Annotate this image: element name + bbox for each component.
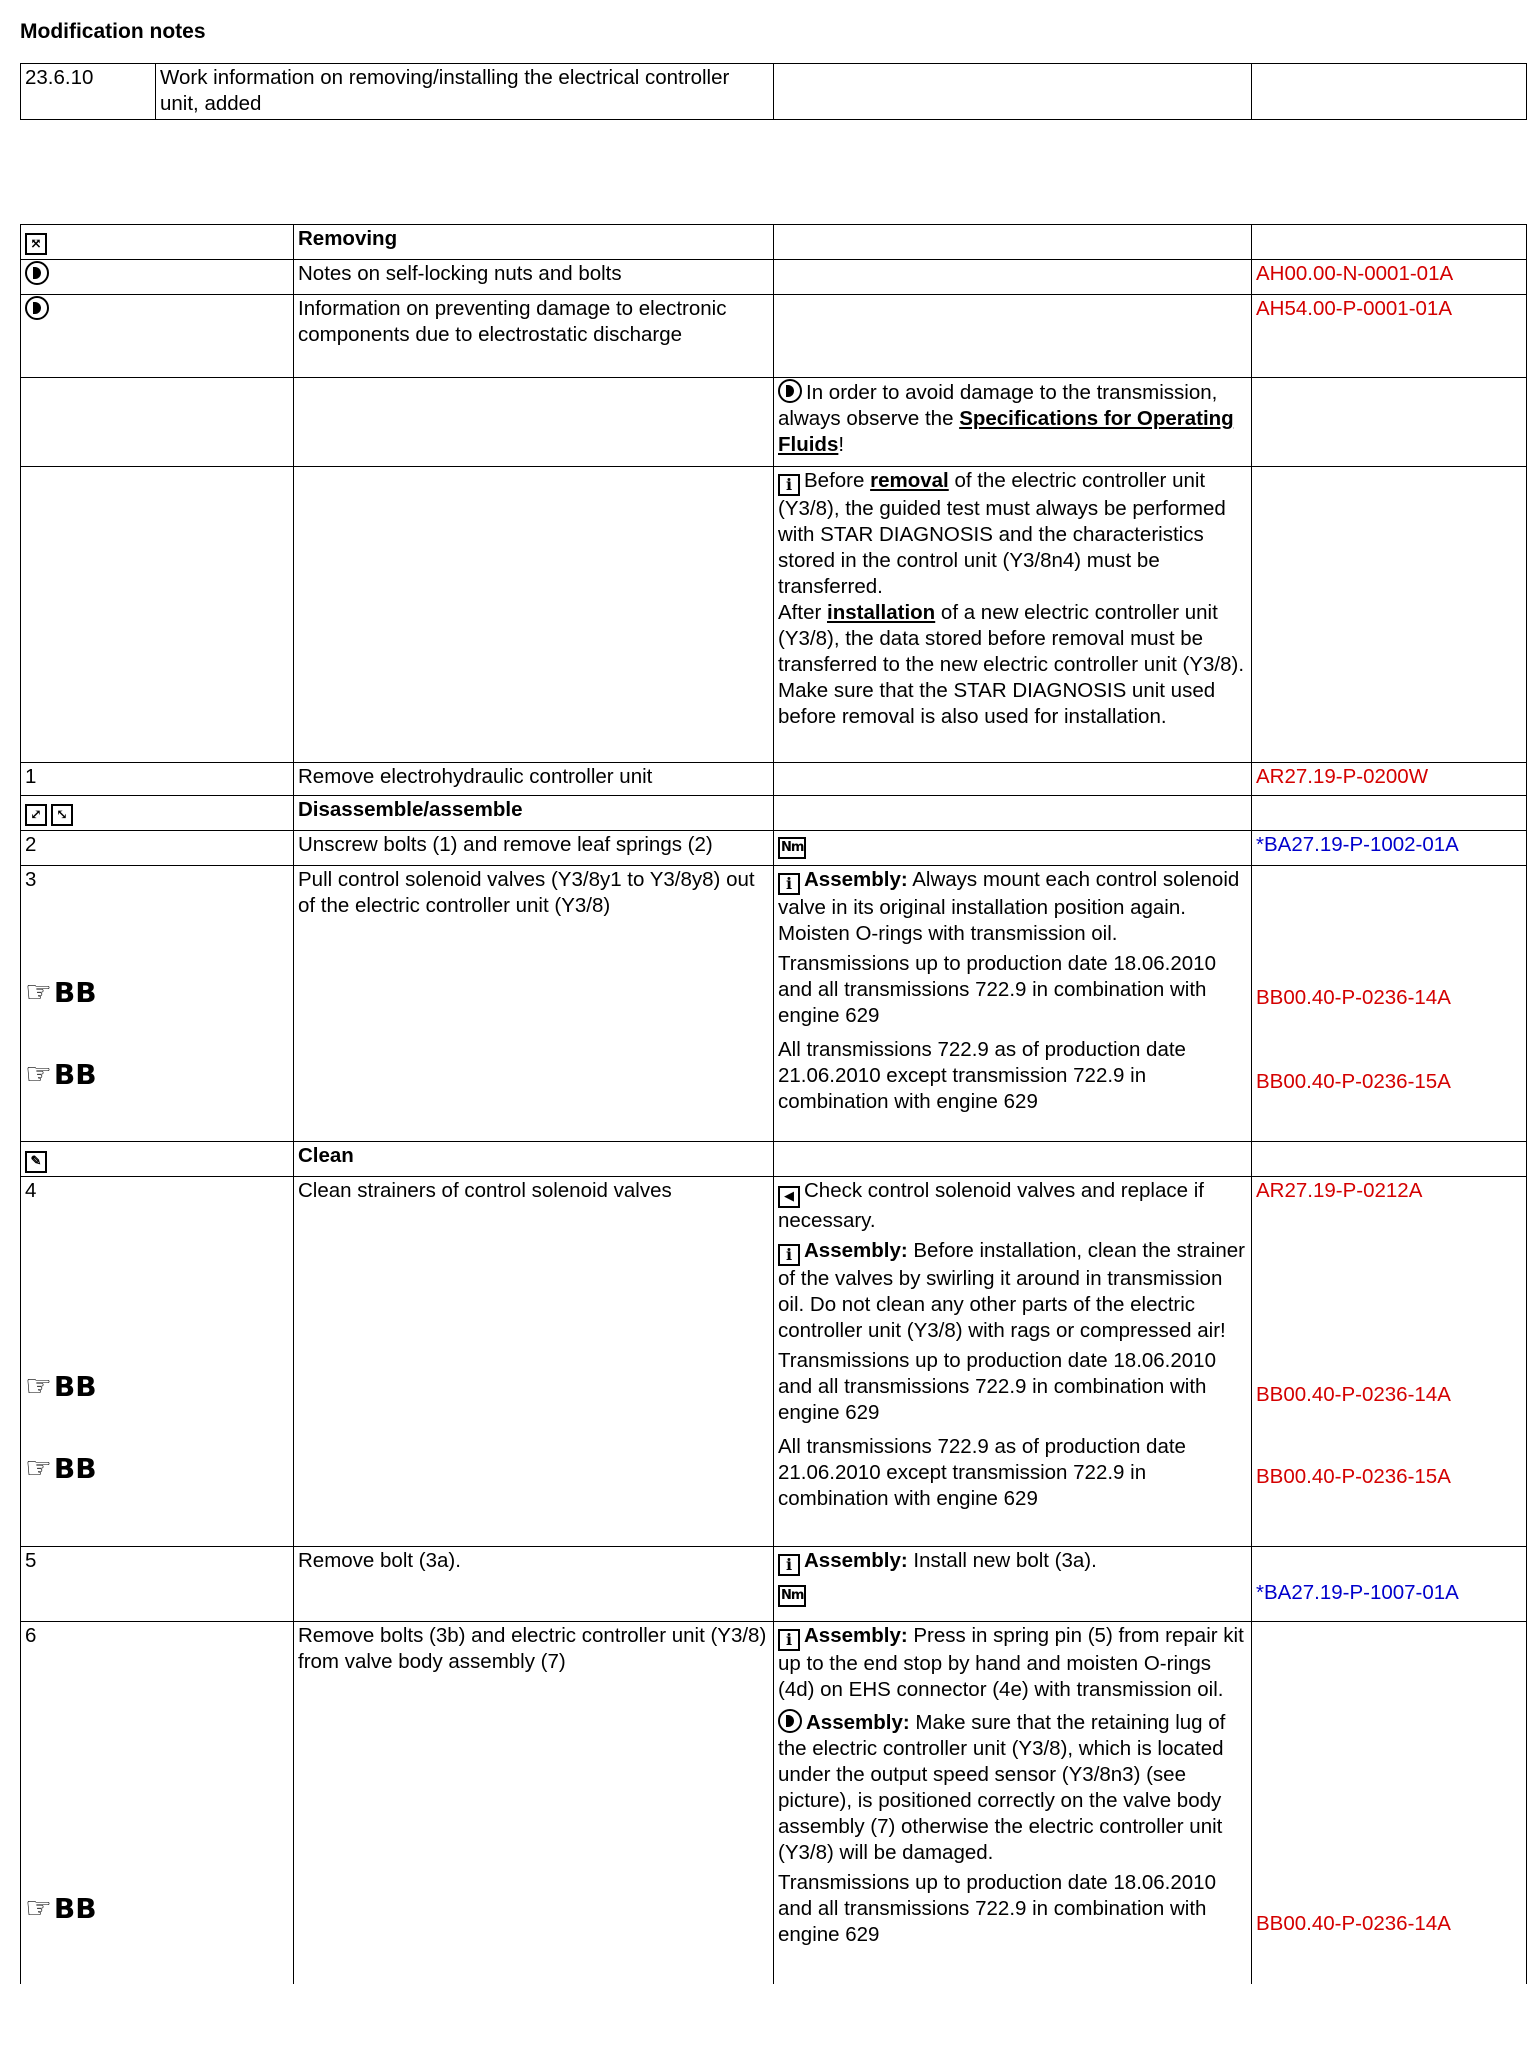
table-row [21, 1142, 1527, 1177]
step-number: 2 [21, 831, 294, 866]
bb-reference: ☞BB [25, 1891, 97, 1926]
disassemble-icon: ⤢ [25, 804, 47, 826]
diagnosis-note: i Before removal of the electric controller unit (Y3/8), the guided test must always be performed with STAR DIAGNOSIS and the characteristics stored in the control unit (Y3/8n4) must be transferred. After installation of a new electric controller unit (Y3/8), the data stored before removal must be transferred to the new electric controller unit (Y3/8). Make sure that the STAR DIAGNOSIS unit used before removal is also used for installation. [774, 467, 1252, 763]
pointing-hand-icon: ☞ [25, 1369, 52, 1404]
assembly-note: i Assembly: Always mount each control solenoid valve in its original installation position again. Moisten O-rings with transmission oil. [778, 868, 1240, 945]
production-note: Transmissions up to production date 18.06.2010 and all transmissions 722.9 in combination with engine 629 [778, 1349, 1216, 1424]
removal-link[interactable]: removal [870, 469, 949, 492]
ref-link[interactable]: AR27.19-P-0212A [1256, 1179, 1423, 1202]
assembly-note: i Assembly: Install new bolt (3a). [778, 1548, 1247, 1576]
table-row [21, 295, 1527, 378]
bb-reference: ☞BB [25, 1057, 97, 1092]
section-disassemble: Disassemble/assemble [294, 796, 774, 831]
info-icon: i [778, 1244, 800, 1266]
modification-text: Work information on removing/installing the electrical controller unit, added [156, 64, 774, 120]
pointing-hand-icon: ☞ [25, 1891, 52, 1926]
ref-link[interactable]: BB00.40-P-0236-15A [1256, 1465, 1451, 1488]
torque-icon: Nm [778, 837, 806, 859]
assembly-note: Assembly: Make sure that the retaining lug of the electric controller unit (Y3/8), which is located under the output speed sensor (Y3/8n3) (see picture), is positioned correctly on the valve body assembly (7) otherwise the electric controller unit (Y3/8) will be damaged. [778, 1711, 1226, 1864]
check-note: ◀ Check control solenoid valves and replace if necessary. [778, 1179, 1204, 1232]
assemble-icon: ⤡ [51, 804, 73, 826]
step-number: 3 [25, 868, 37, 891]
step-text: Pull control solenoid valves (Y3/8y1 to Y3/8y8) out of the electric controller unit (Y3/8) [294, 866, 774, 1142]
table-row [21, 763, 1527, 796]
info-icon: i [778, 1629, 800, 1651]
assembly-note: i Assembly: Before installation, clean the strainer of the valves by swirling it around in transmission oil. Do not clean any other parts of the electric controller unit (Y3/8) with rags or compressed air! [778, 1239, 1245, 1342]
production-note: Transmissions up to production date 18.06.2010 and all transmissions 722.9 in combination with engine 629 [778, 1871, 1216, 1946]
ref-link[interactable]: BB00.40-P-0236-15A [1256, 1070, 1451, 1093]
fluids-note: In order to avoid damage to the transmission, always observe the Specifications for Operating Fluids! [774, 378, 1252, 467]
step-number: 1 [21, 763, 294, 796]
ref-link[interactable]: *BA27.19-P-1007-01A [1256, 1581, 1459, 1604]
table-row [21, 378, 1527, 467]
bb-reference: ☞BB [25, 1369, 97, 1404]
pointing-hand-icon: ☞ [25, 1057, 52, 1092]
caution-icon [778, 1709, 802, 1733]
step-text: Remove electrohydraulic controller unit [294, 763, 774, 796]
esd-text: Information on preventing damage to electronic components due to electrostatic discharge [294, 295, 774, 378]
info-icon: i [778, 474, 800, 496]
table-row [21, 831, 1527, 866]
ref-link[interactable]: BB00.40-P-0236-14A [1256, 1912, 1451, 1935]
table-row [21, 866, 1527, 1142]
work-steps-table [20, 224, 1527, 1984]
step-text: Clean strainers of control solenoid valves [294, 1177, 774, 1547]
notes-icon [25, 296, 49, 320]
installation-link[interactable]: installation [827, 601, 936, 624]
torque-icon: Nm [778, 1585, 806, 1607]
ref-link[interactable]: BB00.40-P-0236-14A [1256, 1383, 1451, 1406]
production-note: All transmissions 722.9 as of production date 21.06.2010 except transmission 722.9 in combination with engine 629 [778, 1435, 1186, 1510]
table-row [21, 1622, 1527, 1984]
table-row [21, 225, 1527, 260]
notes-icon [25, 261, 49, 285]
notes-nuts-text: Notes on self-locking nuts and bolts [294, 260, 774, 295]
step-text: Remove bolts (3b) and electric controller unit (Y3/8) from valve body assembly (7) [294, 1622, 774, 1984]
ref-link[interactable]: AR27.19-P-0200W [1252, 763, 1527, 796]
ref-link[interactable]: AH54.00-P-0001-01A [1252, 295, 1527, 378]
operating-fluids-link[interactable]: Specifications for Operating Fluids [778, 407, 1234, 456]
bb-reference: ☞BB [25, 1451, 97, 1486]
removing-icon: ⤧ [25, 233, 47, 255]
assembly-note: i Assembly: Press in spring pin (5) from repair kit up to the end stop by hand and moisten O-rings (4d) on EHS connector (4e) with transmission oil. [778, 1624, 1244, 1701]
clean-icon: ✎ [25, 1151, 47, 1173]
step-text: Unscrew bolts (1) and remove leaf springs (2) [294, 831, 774, 866]
ref-link[interactable]: BB00.40-P-0236-14A [1256, 986, 1451, 1009]
caution-icon [778, 379, 802, 403]
pointing-hand-icon: ☞ [25, 1451, 52, 1486]
ref-link[interactable]: *BA27.19-P-1002-01A [1252, 831, 1527, 866]
step-number: 5 [21, 1547, 294, 1622]
pointing-hand-icon: ☞ [25, 975, 52, 1010]
info-icon: i [778, 1554, 800, 1576]
info-icon: i [778, 873, 800, 895]
section-removing: Removing [294, 225, 774, 260]
table-row [21, 260, 1527, 295]
table-row [21, 796, 1527, 831]
table-row [21, 1547, 1527, 1622]
step-number: 6 [25, 1624, 37, 1647]
modification-date: 23.6.10 [21, 64, 156, 120]
step-text: Remove bolt (3a). [294, 1547, 774, 1622]
modification-table [20, 63, 1527, 120]
check-icon: ◀ [778, 1186, 800, 1208]
ref-link[interactable]: AH00.00-N-0001-01A [1252, 260, 1527, 295]
production-note: All transmissions 722.9 as of production date 21.06.2010 except transmission 722.9 in combination with engine 629 [778, 1038, 1186, 1113]
table-row [21, 467, 1527, 763]
table-row [21, 64, 1527, 120]
page-title: Modification notes [20, 20, 206, 43]
table-row [21, 1177, 1527, 1547]
step-number: 4 [25, 1179, 37, 1202]
bb-reference: ☞BB [25, 975, 97, 1010]
production-note: Transmissions up to production date 18.06.2010 and all transmissions 722.9 in combination with engine 629 [778, 952, 1216, 1027]
section-clean: Clean [294, 1142, 774, 1177]
